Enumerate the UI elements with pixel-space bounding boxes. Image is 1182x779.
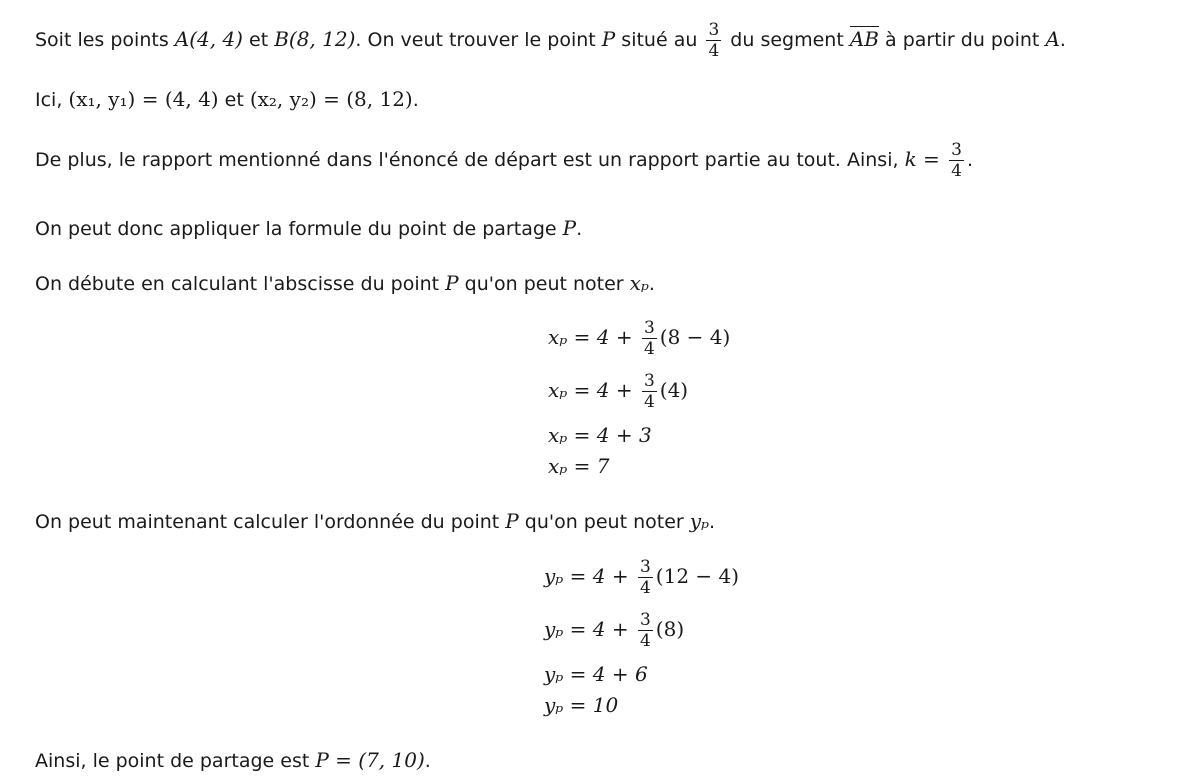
y-equation-3 <box>544 662 648 686</box>
point-a: A(4, 4) <box>174 27 243 51</box>
denominator: 4 <box>708 41 720 61</box>
text: à partir du point <box>878 29 1046 51</box>
eq-lhs: yₚ = 4 + <box>544 617 635 641</box>
text: . <box>424 750 431 772</box>
text: Ici, <box>35 89 69 111</box>
text: Ainsi, le point de partage est <box>35 750 316 772</box>
eq-lhs: xₚ = 4 + 3 <box>548 423 652 447</box>
numerator: 3 <box>639 610 651 630</box>
x-equation-3 <box>548 423 652 447</box>
numerator: 3 <box>639 557 651 577</box>
fraction <box>642 318 657 359</box>
x-equation-4 <box>548 454 609 478</box>
text: De plus, le rapport mentionné dans l'énoncé de départ est un rapport partie au tout. Ainsi, <box>35 149 905 171</box>
coords-2: (x₂, y₂) = (8, 12) <box>249 87 413 111</box>
point-p: P <box>601 27 616 51</box>
text: On peut donc appliquer la formule du point de partage <box>35 218 563 240</box>
text: . On veut trouver le point <box>355 29 602 51</box>
eq-lhs: yₚ = 10 <box>544 693 619 717</box>
eq-lhs: yₚ = 4 + <box>544 564 635 588</box>
segment-ab: AB <box>849 27 879 51</box>
eq-lhs: xₚ = 4 + <box>548 325 639 349</box>
text: . <box>412 89 419 111</box>
eq-lhs: xₚ = 4 + <box>548 378 639 402</box>
text: . <box>709 511 716 533</box>
numerator: 3 <box>708 20 720 40</box>
conclusion-line <box>35 748 431 772</box>
text: Soit les points <box>35 29 175 51</box>
fraction <box>638 610 653 651</box>
x-equation-2 <box>548 371 688 412</box>
denominator: 4 <box>643 392 655 412</box>
y-equation-2 <box>544 610 684 651</box>
text: . <box>966 149 974 171</box>
text: et <box>242 29 275 51</box>
text: qu'on peut noter <box>458 273 630 295</box>
numerator: 3 <box>643 318 655 338</box>
intro-line <box>35 20 1066 61</box>
text: . <box>648 273 655 295</box>
eq-lhs: xₚ = 7 <box>548 454 610 478</box>
denominator: 4 <box>643 339 655 359</box>
yp-var: yₚ <box>689 509 710 533</box>
point-a: A <box>1045 27 1060 51</box>
fraction <box>949 140 964 181</box>
text: On peut maintenant calculer l'ordonnée du point <box>35 511 506 533</box>
eq-rhs: (8 − 4) <box>659 325 731 349</box>
fraction <box>638 557 653 598</box>
text: qu'on peut noter <box>518 511 690 533</box>
y-equation-1 <box>544 557 739 598</box>
text: . <box>576 218 583 240</box>
eq-rhs: (4) <box>659 378 689 402</box>
xp-var: xₚ <box>629 271 649 295</box>
ratio-line <box>35 140 973 181</box>
point-b: B(8, 12) <box>274 27 356 51</box>
eq-rhs: (12 − 4) <box>655 564 740 588</box>
abscissa-line <box>35 271 655 295</box>
point-p: P <box>445 271 459 295</box>
x-equation-1 <box>548 318 730 359</box>
k-var: k = <box>904 147 947 171</box>
text: . <box>1059 29 1066 51</box>
eq-rhs: (8) <box>655 617 685 641</box>
coords-1: (x₁, y₁) = (4, 4) <box>68 87 219 111</box>
denominator: 4 <box>639 631 651 651</box>
text: situé au <box>615 29 704 51</box>
denominator: 4 <box>639 578 651 598</box>
text: du segment <box>724 29 850 51</box>
text: On débute en calculant l'abscisse du point <box>35 273 446 295</box>
fraction <box>642 371 657 412</box>
y-equation-4 <box>544 693 618 717</box>
numerator: 3 <box>643 371 655 391</box>
coords-line <box>35 87 419 111</box>
point-p: P <box>562 216 577 240</box>
denominator: 4 <box>951 161 962 181</box>
fraction <box>706 20 721 61</box>
formula-line <box>35 216 582 240</box>
ordinate-line <box>35 509 715 533</box>
point-p: P <box>505 509 519 533</box>
eq-lhs: yₚ = 4 + 6 <box>544 662 648 686</box>
text: et <box>218 89 250 111</box>
numerator: 3 <box>951 140 962 160</box>
result: P = (7, 10) <box>315 748 425 772</box>
